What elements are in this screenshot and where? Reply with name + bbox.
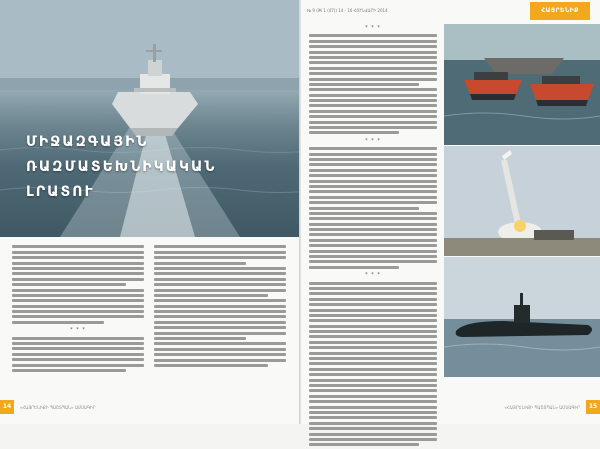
- title-line-2: ՌԱԶՄԱՏԵԽՆԻԿԱԿԱՆ: [26, 159, 217, 175]
- boats-photo-icon: [444, 24, 600, 145]
- issue-line: № 9 (Ж 1 (47)) 14 - 16 ՀՈՒՆՎԱՐԻ 2014: [307, 8, 388, 13]
- footer-text: «ՀԱՅՐԵՆԻՔԻ ՊԱՇՏՊԱՆ» ԱՄՍԱԳԻՐ: [20, 404, 96, 410]
- brand-logo: ՀԱՅՐԵՆԻՔ: [530, 2, 590, 20]
- section-divider: * * *: [365, 25, 381, 31]
- submarine-photo: [444, 257, 600, 377]
- right-page: [301, 0, 600, 424]
- submarine-icon: [444, 257, 600, 377]
- page-number: 14: [0, 400, 14, 414]
- footer-text: «ՀԱՅՐԵՆԻՔԻ ՊԱՇՏՊԱՆ» ԱՄՍԱԳԻՐ: [504, 404, 580, 410]
- right-footer: [498, 400, 600, 414]
- left-page: [0, 0, 299, 424]
- section-divider: * * *: [70, 327, 86, 334]
- boats-photo: [444, 24, 600, 145]
- article-title: [26, 130, 266, 205]
- missile-launch-photo: [444, 146, 600, 256]
- left-footer: [0, 400, 102, 414]
- missile-icon: [444, 146, 600, 256]
- page-number: 15: [586, 400, 600, 414]
- hero-photo-warship: [0, 0, 299, 237]
- title-line-3: ԼՐԱՏՈՒ: [26, 184, 95, 200]
- left-column-1: [12, 243, 144, 374]
- left-column-2: [154, 243, 286, 369]
- right-column: [309, 24, 437, 449]
- title-line-1: ՄԻՋԱԶԳԱՅԻՆ: [26, 134, 149, 150]
- section-divider: * * *: [365, 137, 381, 144]
- section-divider: * * *: [365, 272, 381, 279]
